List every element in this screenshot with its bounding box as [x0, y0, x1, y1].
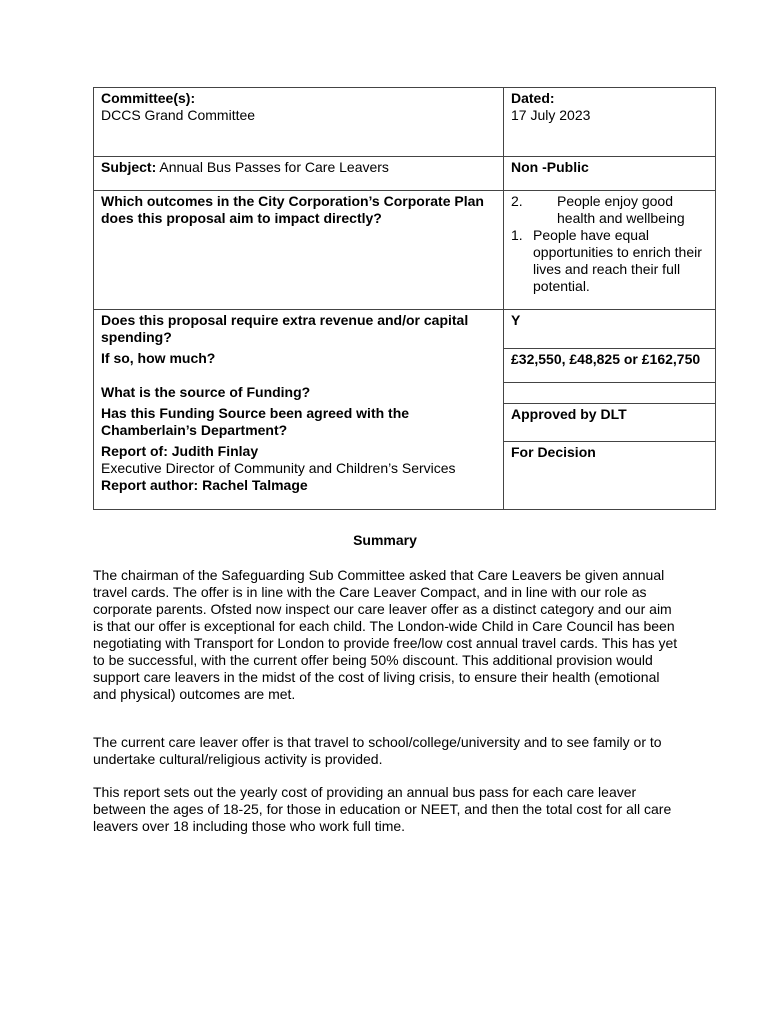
- outcome-text: People have equal opportunities to enrich their lives and reach their full potential.: [533, 227, 702, 294]
- spending-question: Does this proposal require extra revenue and/or capital spending?: [101, 312, 469, 345]
- classification-value: Non -Public: [511, 159, 589, 175]
- subject-cell: [94, 157, 504, 191]
- outcomes-list: [511, 193, 709, 295]
- spending-question-cell: [94, 310, 504, 349]
- funding-agreed-answer: Approved by DLT: [511, 405, 627, 422]
- outcome-text: People enjoy good health and wellbeing: [557, 193, 685, 226]
- summary-paragraph-3: This report sets out the yearly cost of providing an annual bus pass for each care leaver between the ages of 18-25, for those in education or NEET, and then the total cost for all care leavers over 18 including those who work full time.: [93, 784, 672, 834]
- spending-answer-cell: [504, 310, 716, 349]
- outcome-number: 1.: [511, 227, 523, 243]
- outcomes-question: Which outcomes in the City Corporation’s Corporate Plan does this proposal aim to impact directly?: [101, 193, 484, 226]
- committee-value: DCCS Grand Committee: [101, 107, 256, 123]
- outcomes-list-cell: [504, 191, 716, 310]
- funding-agreed-question: Has this Funding Source been agreed with the Chamberlain’s Department?: [101, 405, 410, 438]
- subject-label: Subject:: [101, 159, 157, 175]
- outcomes-question-cell: [94, 191, 504, 310]
- how-much-cell: [94, 348, 504, 382]
- report-of-title: Executive Director of Community and Children’s Services: [101, 460, 456, 476]
- how-much-answer-cell: [504, 348, 716, 382]
- funding-agreed-cell: [94, 403, 504, 441]
- report-header-table: [93, 87, 716, 510]
- dated-cell: [504, 88, 716, 157]
- funding-source-question: What is the source of Funding?: [101, 384, 311, 400]
- decision-value: For Decision: [511, 443, 596, 460]
- report-of-label: Report of: Judith Finlay: [101, 443, 259, 459]
- summary-heading: Summary: [353, 532, 417, 548]
- committee-cell: [94, 88, 504, 157]
- funding-source-answer-cell: [504, 382, 716, 403]
- dated-label: Dated:: [511, 90, 555, 106]
- report-of-cell: [94, 441, 504, 509]
- dated-value: 17 July 2023: [511, 107, 591, 123]
- list-item: [511, 193, 709, 227]
- decision-cell: [504, 441, 716, 509]
- how-much-answer: £32,550, £48,825 or £162,750: [511, 350, 701, 367]
- spending-answer: Y: [511, 312, 521, 328]
- summary-paragraph-1: The chairman of the Safeguarding Sub Committee asked that Care Leavers be given annual travel cards. The offer is in line with the Care Leaver Compact, and in line with our role as corporate parents. Ofsted now inspect our care leaver offer as a distinct category and our aim is that our offer is exceptional for each child. The London-wide Child in Care Council has been negotiating with Transport for London to provide free/low cost annual travel cards. This has yet to be successful, with the current offer being 50% discount. This additional provision would support care leavers in the midst of the cost of living crisis, to ensure their health (emotional and physical) outcomes are met.: [93, 567, 678, 702]
- report-author: Report author: Rachel Talmage: [101, 477, 308, 493]
- funding-agreed-answer-cell: [504, 403, 716, 441]
- classification-cell: [504, 157, 716, 191]
- how-much-question: If so, how much?: [101, 350, 216, 366]
- funding-source-cell: [94, 382, 504, 403]
- outcome-number: 2.: [511, 193, 523, 209]
- list-item: [511, 227, 709, 295]
- committee-label: Committee(s):: [101, 90, 196, 106]
- subject-value: Annual Bus Passes for Care Leavers: [159, 159, 389, 175]
- summary-paragraph-2: The current care leaver offer is that travel to school/college/university and to see family or to undertake cultural/religious activity is provided.: [93, 734, 662, 767]
